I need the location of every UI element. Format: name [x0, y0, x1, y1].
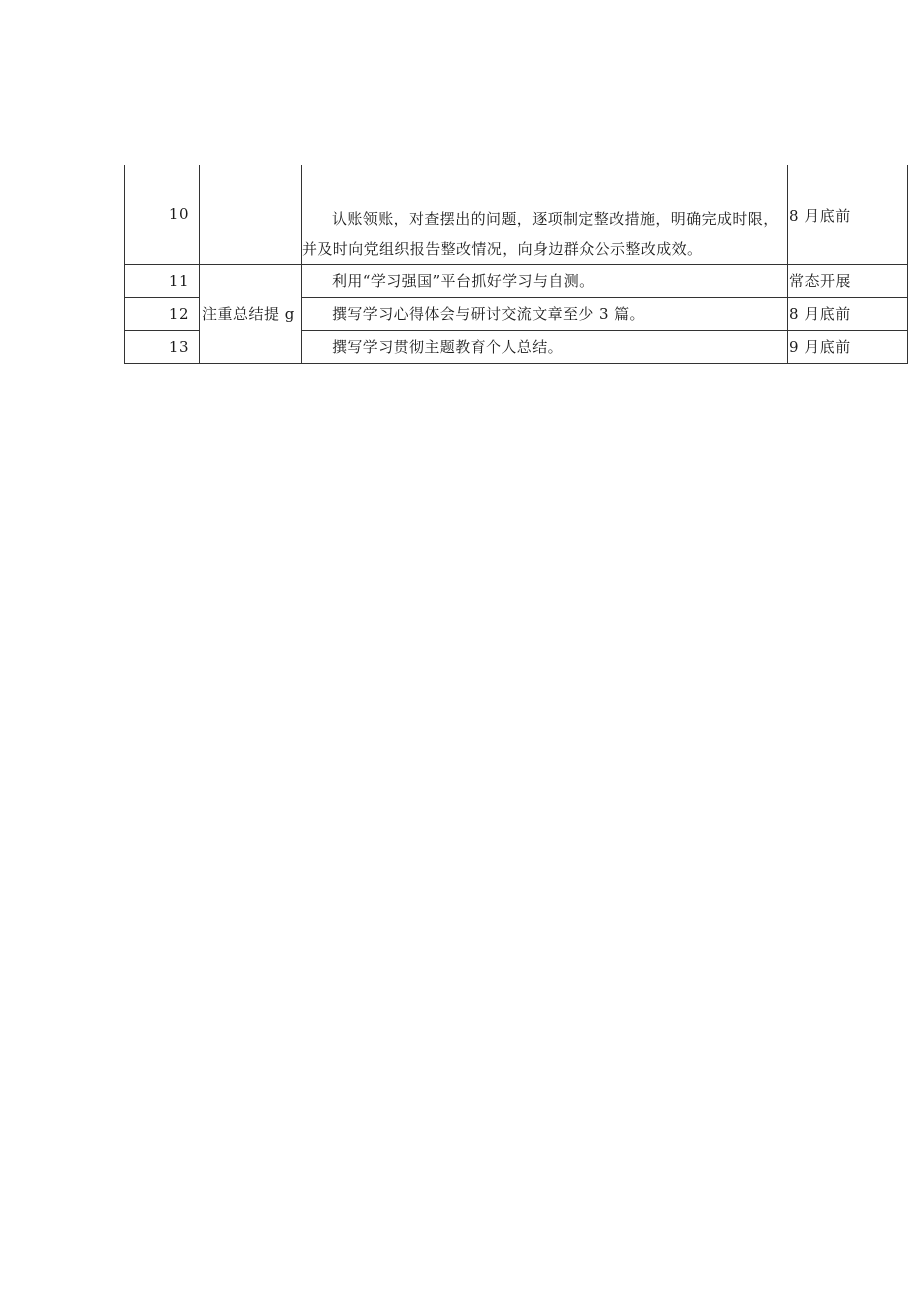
row-number: 10 — [125, 165, 200, 264]
category-cell: 注重总结提 g — [200, 264, 302, 363]
task-description: 撰写学习贯彻主题教育个人总结。 — [302, 330, 788, 363]
task-description: 利用“学习强国”平台抓好学习与自测。 — [302, 264, 788, 297]
row-number: 11 — [125, 264, 200, 297]
work-plan-table — [124, 165, 908, 364]
task-description: 认账领账，对查摆出的问题，逐项制定整改措施，明确完成时限，并及时向党组织报告整改情况，向身边群众公示整改成效。 — [302, 165, 788, 264]
row-number: 13 — [125, 330, 200, 363]
category-cell-empty — [200, 165, 302, 264]
table-row — [125, 165, 908, 264]
deadline: 常态开展 — [788, 264, 908, 297]
task-description: 撰写学习心得体会与研讨交流文章至少 3 篇。 — [302, 297, 788, 330]
table-row — [125, 264, 908, 297]
deadline: 8 月底前 — [788, 165, 908, 264]
deadline: 8 月底前 — [788, 297, 908, 330]
row-number: 12 — [125, 297, 200, 330]
deadline: 9 月底前 — [788, 330, 908, 363]
